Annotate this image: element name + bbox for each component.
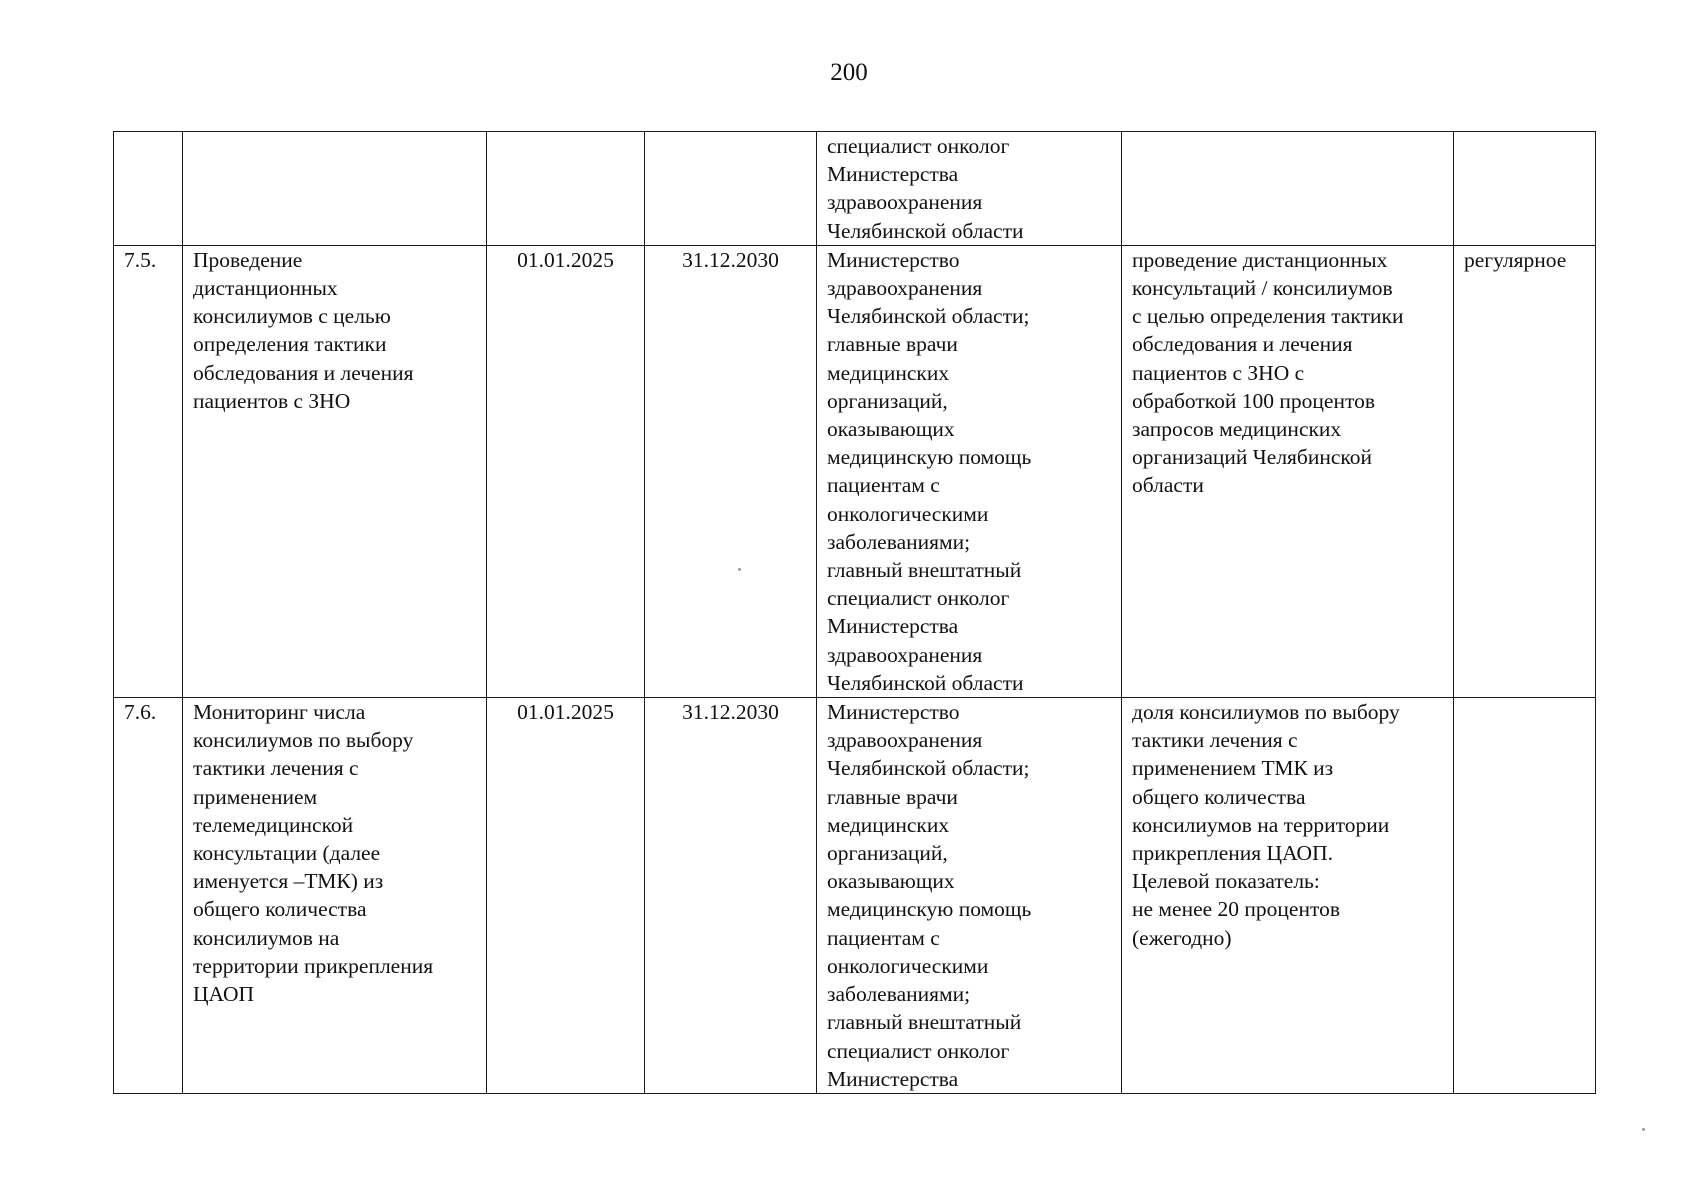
- cell-result: [1122, 132, 1454, 246]
- cell-type: [1454, 698, 1596, 1094]
- cell-activity: [183, 132, 487, 246]
- scan-speck: [738, 568, 741, 571]
- page-number: 200: [830, 59, 868, 86]
- cell-responsible: Министерство здравоохранения Челябинской области; главные врачи медицинских организаций, оказывающих медицинскую помощь пациентам с онкологическими заболеваниями; главный внештатный специалист онколог Министерства: [817, 698, 1122, 1094]
- cell-end-date: [645, 132, 817, 246]
- cell-result: доля консилиумов по выбору тактики лечения с применением ТМК из общего количества консилиумов на территории прикрепления ЦАОП. Целевой показатель: не менее 20 процентов (ежегодно): [1122, 698, 1454, 1094]
- cell-start-date: [487, 132, 645, 246]
- cell-activity: Мониторинг числа консилиумов по выбору тактики лечения с применением телемедицинской консультации (далее именуется –ТМК) из общего количества консилиумов на территории прикрепления ЦАОП: [183, 698, 487, 1094]
- cell-result: проведение дистанционных консультаций / консилиумов с целью определения тактики обследования и лечения пациентов с ЗНО с обработкой 100 процентов запросов медицинских организаций Челябинской области: [1122, 245, 1454, 697]
- table-row-7-5: [114, 245, 1596, 697]
- cell-type: регулярное: [1454, 245, 1596, 697]
- scan-speck: [1642, 1128, 1645, 1131]
- cell-type: [1454, 132, 1596, 246]
- measures-table: [113, 131, 1596, 1094]
- table-row-continuation: [114, 132, 1596, 246]
- cell-activity: Проведение дистанционных консилиумов с целью определения тактики обследования и лечения пациентов с ЗНО: [183, 245, 487, 697]
- cell-number: 7.6.: [114, 698, 183, 1094]
- cell-responsible: специалист онколог Министерства здравоохранения Челябинской области: [817, 132, 1122, 246]
- cell-start-date: 01.01.2025: [487, 245, 645, 697]
- cell-end-date: 31.12.2030: [645, 245, 817, 697]
- cell-responsible: Министерство здравоохранения Челябинской области; главные врачи медицинских организаций, оказывающих медицинскую помощь пациентам с онкологическими заболеваниями; главный внештатный специалист онколог Министерства здравоохранения Челябинской области: [817, 245, 1122, 697]
- cell-end-date: 31.12.2030: [645, 698, 817, 1094]
- table-row-7-6: [114, 698, 1596, 1094]
- cell-number: [114, 132, 183, 246]
- cell-number: 7.5.: [114, 245, 183, 697]
- cell-start-date: 01.01.2025: [487, 698, 645, 1094]
